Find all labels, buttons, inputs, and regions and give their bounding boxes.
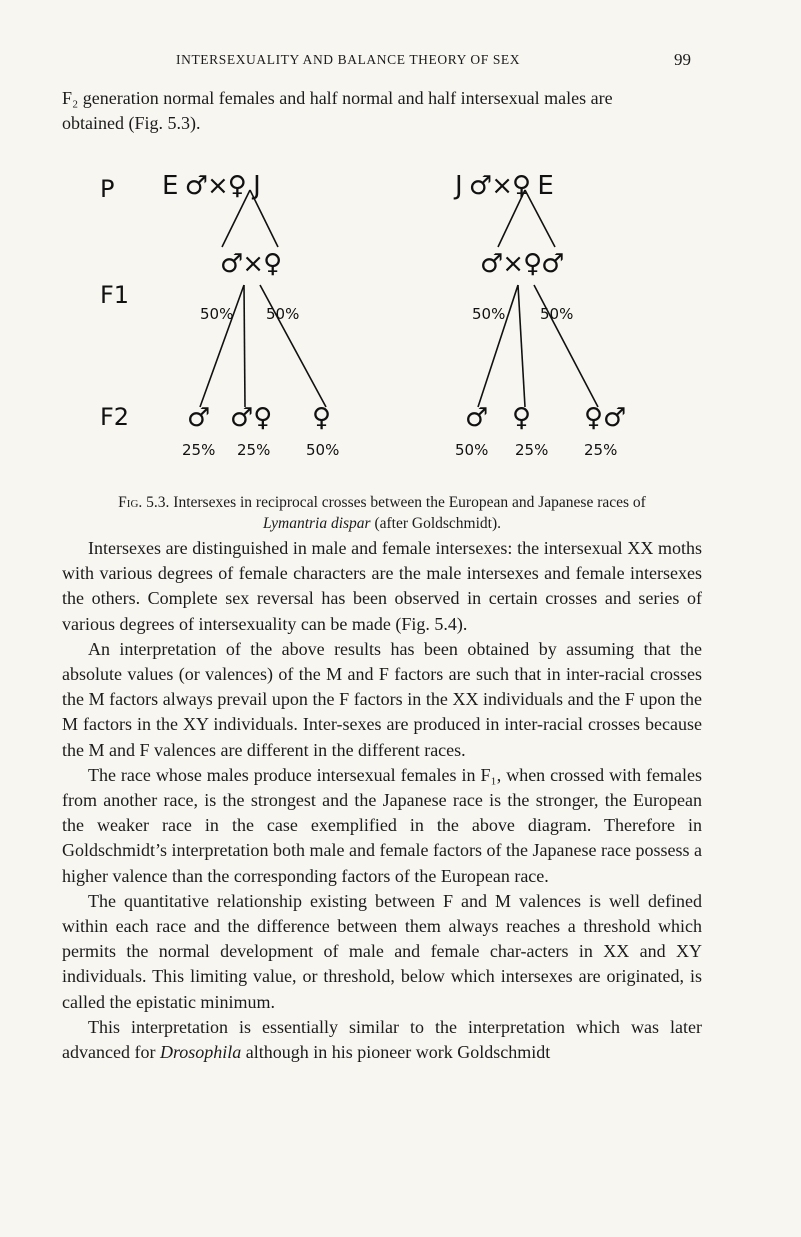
left-p-cross: E ♂×♀ J bbox=[162, 171, 260, 201]
paragraph-5-start: This interpretation is essentially similar to the interpretation which was later advanced for bbox=[62, 1016, 702, 1063]
left-f2-intersex: ♂♀ bbox=[230, 403, 273, 433]
generation-label-f1: F1 bbox=[100, 281, 130, 309]
right-f2-pct-1: 50% bbox=[455, 441, 489, 459]
body-text bbox=[62, 536, 702, 1065]
line-right-f1-f2-c bbox=[534, 285, 598, 407]
paragraph-2: An interpretation of the above results has been obtained by assuming that the absolute values (or valences) of the M and F factors are such that in inter-racial crosses the M factors always prevail upon the F factors in the XX individuals and the F upon the M factors in the XY individuals. Inter-sexes are produced in inter-racial crosses because the M and F valences are different in the different races. bbox=[62, 638, 702, 760]
line-right-f1-f2-a bbox=[478, 285, 518, 407]
generation-label-p: P bbox=[100, 175, 115, 203]
line-left-f1-f2-c bbox=[260, 285, 326, 407]
crossing-diagram bbox=[100, 145, 740, 475]
caption-text-2: (after Goldschmidt). bbox=[370, 515, 502, 532]
left-f2-pct-3: 50% bbox=[306, 441, 340, 459]
right-f2-intersex: ♀♂ bbox=[584, 403, 627, 433]
paragraph-5 bbox=[62, 1015, 702, 1065]
page-number: 99 bbox=[674, 50, 691, 69]
generation-label-f2: F2 bbox=[100, 403, 130, 431]
intro-paragraph bbox=[62, 86, 702, 136]
right-f2-pct-2: 25% bbox=[515, 441, 549, 459]
figure-caption bbox=[62, 492, 702, 534]
paragraph-3: The race whose males produce intersexual females in F₁, when crossed with females from another race, is the strongest and the Japanese race is the stronger, the European the weaker race in the case exemplified in the above diagram. Therefore in Goldschmidt’s interpretation both male and female factors of the Japanese race possess a higher valence than the corresponding factors of the European race. bbox=[62, 764, 702, 886]
running-title: INTERSEXUALITY AND BALANCE THEORY OF SEX bbox=[176, 52, 521, 67]
left-f1-pct-right: 50% bbox=[266, 305, 300, 323]
right-f2-pct-3: 25% bbox=[584, 441, 618, 459]
right-f2-male: ♂ bbox=[465, 403, 489, 433]
left-f1-cross: ♂×♀ bbox=[220, 249, 282, 279]
left-f2-pct-1: 25% bbox=[182, 441, 216, 459]
left-f2-pct-2: 25% bbox=[237, 441, 271, 459]
caption-species: Lymantria dispar bbox=[262, 515, 371, 532]
right-f1-pct-left: 50% bbox=[472, 305, 506, 323]
caption-text-1: Intersexes in reciprocal crosses between the European and Japanese races of bbox=[169, 494, 646, 511]
line-left-f1-f2-b bbox=[244, 285, 245, 407]
line-right-f1-f2-b bbox=[518, 285, 525, 407]
intro-line-2: obtained (Fig. 5.3). bbox=[62, 113, 201, 133]
paragraph-5-end: although in his pioneer work Goldschmidt bbox=[241, 1042, 551, 1063]
intro-line-1: F₂ generation normal females and half normal and half intersexual males are bbox=[62, 88, 613, 108]
right-f1-cross: ♂×♀♂ bbox=[480, 249, 564, 279]
page-header bbox=[0, 50, 801, 74]
paragraph-5-genus: Drosophila bbox=[159, 1042, 242, 1063]
right-p-cross: J ♂×♀ E bbox=[455, 171, 553, 201]
left-f2-male: ♂ bbox=[187, 403, 211, 433]
paragraph-1: Intersexes are distinguished in male and female intersexes: the intersexual XX moths with various degrees of female characters are the male intersexes and female intersexes the others. Complete sex reversal has been observed in certain crosses and series of various degrees of intersexuality can be made (Fig. 5.4). bbox=[62, 538, 702, 634]
left-f1-pct-left: 50% bbox=[200, 305, 234, 323]
paragraph-4: The quantitative relationship existing between F and M valences is well defined within each race and the difference between them always reaches a threshold which permits the normal development of male and female char-acters in XX and XY individuals. This limiting value, or threshold, below which intersexes are originated, is called the epistatic minimum. bbox=[62, 890, 702, 1012]
caption-label: Fig. 5.3. bbox=[118, 494, 170, 511]
line-left-f1-f2-a bbox=[200, 285, 244, 407]
right-f1-pct-right: 50% bbox=[540, 305, 574, 323]
left-f2-female: ♀ bbox=[312, 403, 332, 433]
right-f2-female: ♀ bbox=[512, 403, 532, 433]
